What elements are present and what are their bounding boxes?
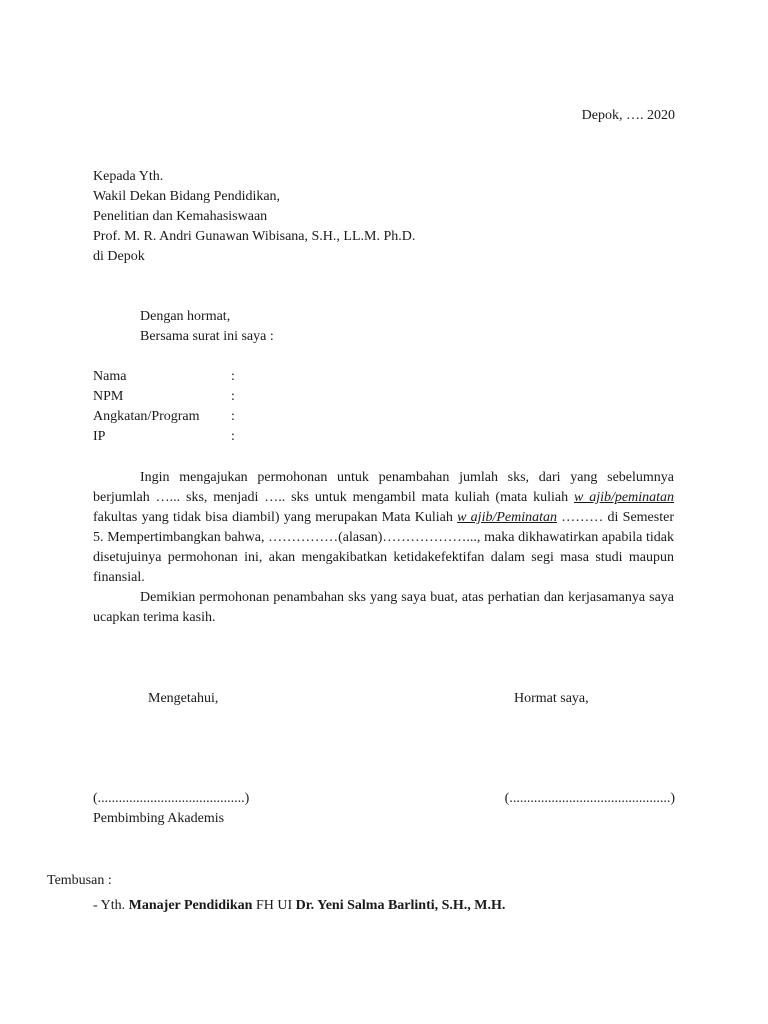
cc-position: Manajer Pendidikan [128, 898, 253, 913]
cc-institution: FH UI [252, 898, 296, 913]
body-text-run: Ingin mengajukan permohonan untuk penambahan jumlah sks, dari yang sebelumnya berjumlah …... sks, menjadi ….. sks untuk mengambil mata kuliah (mata kuliah [93, 470, 674, 505]
salutation: Dengan hormat, [140, 309, 231, 324]
body-paragraph: Demikian permohonan penambahan sks yang saya buat, atas perhatian dan kerjasamanya saya ucapkan terima kasih. [93, 590, 674, 625]
identity-fields [93, 367, 235, 447]
student-signature-blank: (..............................................) [504, 791, 675, 806]
body-text-run: ……… di Semester 5. Mempertimbangkan bahwa, ……………(alasan)………………..., maka dikhawatirkan apabila tidak disetujuinya permohonan ini, akan mengakibatkan ketidakefektifan dalam segi masa studi maupun finansial. [93, 510, 674, 585]
letter-body [93, 468, 674, 628]
cc-recipient [93, 896, 505, 916]
field-separator: : [231, 429, 235, 444]
greeting-block [140, 307, 274, 347]
cc-prefix: - Yth. [93, 898, 129, 913]
field-row [93, 367, 235, 387]
field-separator: : [231, 369, 235, 384]
body-text-run: fakultas yang tidak bisa diambil) yang merupakan Mata Kuliah [93, 510, 458, 525]
body-paragraph [93, 468, 674, 588]
cc-title: Tembusan : [47, 873, 112, 888]
field-label: Nama [93, 369, 127, 384]
field-label: NPM [93, 389, 124, 404]
field-separator: : [231, 389, 235, 404]
course-type-term: w ajib/Peminatan [457, 510, 558, 525]
letter-date: Depok, …. 2020 [581, 108, 675, 123]
field-separator: : [231, 409, 235, 424]
intro-line: Bersama surat ini saya : [140, 329, 274, 344]
recipient-line: Kepada Yth. [93, 169, 164, 184]
recipient-line: Prof. M. R. Andri Gunawan Wibisana, S.H., LL.M. Ph.D. [93, 229, 416, 244]
cc-person-name: Dr. Yeni Salma Barlinti, S.H., M.H. [295, 898, 506, 913]
field-row [93, 387, 235, 407]
regards-title: Hormat saya, [514, 691, 589, 706]
recipient-line: di Depok [93, 249, 145, 264]
recipient-line: Penelitian dan Kemahasiswaan [93, 209, 268, 224]
advisor-role: Pembimbing Akademis [93, 811, 225, 826]
field-label: IP [93, 429, 106, 444]
field-label: Angkatan/Program [93, 409, 200, 424]
acknowledged-title: Mengetahui, [148, 691, 219, 706]
recipient-line: Wakil Dekan Bidang Pendidikan, [93, 189, 281, 204]
recipient-block [93, 167, 415, 267]
field-row [93, 427, 235, 447]
course-type-term: w ajib/peminatan [574, 490, 674, 505]
advisor-signature-blank: (..........................................) [93, 791, 250, 806]
field-row [93, 407, 235, 427]
